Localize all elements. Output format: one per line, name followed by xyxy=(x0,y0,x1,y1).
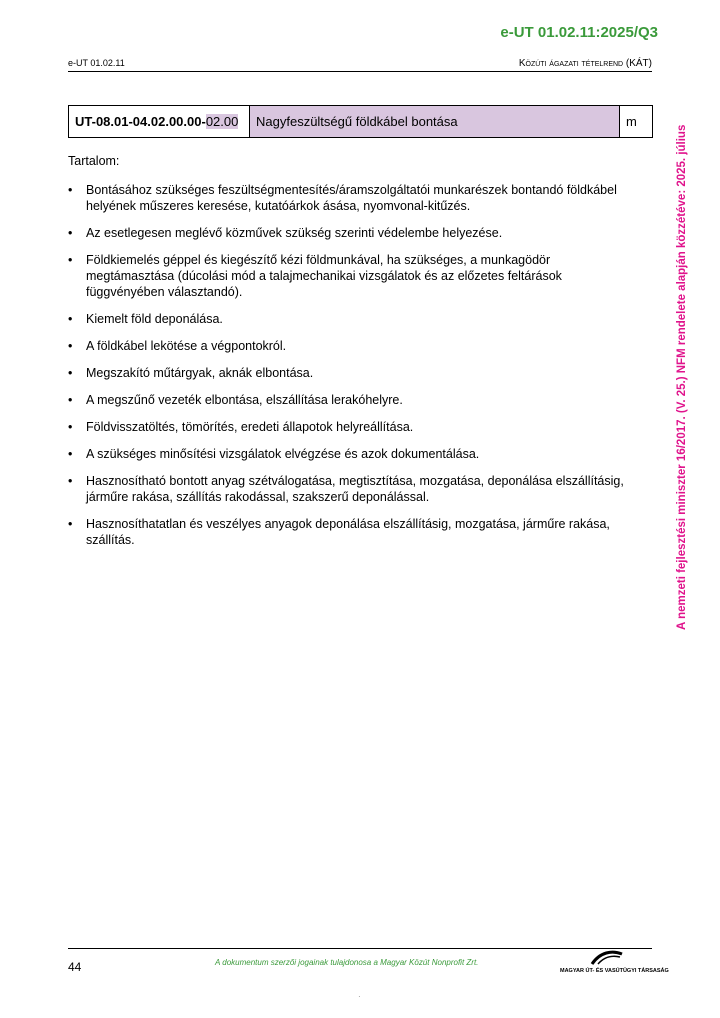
running-header xyxy=(68,58,652,72)
list-item: • A földkábel lekötése a végpontokról. xyxy=(68,338,628,354)
item-unit-cell: m xyxy=(620,106,653,138)
page-number: 44 xyxy=(68,960,82,974)
list-item: • Bontásához szükséges feszültségmentesítés/áramszolgáltatói munkarészek bontandó földkábel helyének műszeres keresése, kutatóárkok ásása, nyomvonal-kitűzés. xyxy=(68,182,628,214)
item-header-table xyxy=(68,105,653,138)
copyright-notice: A dokumentum szerzői jogainak tulajdonosa a Magyar Közút Nonprofit Zrt. xyxy=(215,958,479,967)
content-label: Tartalom: xyxy=(68,154,120,168)
document-code: e-UT 01.02.11:2025/Q3 xyxy=(500,24,658,41)
list-item: • Megszakító műtárgyak, aknák elbontása. xyxy=(68,365,628,381)
item-name-cell: Nagyfeszültségű földkábel bontása xyxy=(250,106,620,138)
list-item: • A megszűnő vezeték elbontása, elszállítása lerakóhelyre. xyxy=(68,392,628,408)
list-item: • Hasznosítható bontott anyag szétválogatása, megtisztítása, mozgatása, deponálása elszállításig, járműre rakása, szállítás rakodással, szakszerű deponálással. xyxy=(68,473,628,505)
list-item: • Földkiemelés géppel és kiegészítő kézi földmunkával, ha szükséges, a munkagödör megtámasztása (dúcolási mód a talajmechanikai vizsgálatok és az előzetes feltárások függvényében választandó). xyxy=(68,252,628,300)
road-swoosh-logo-icon xyxy=(590,950,624,966)
company-logo xyxy=(560,950,669,974)
list-item: • Földvisszatöltés, tömörítés, eredeti állapotok helyreállítása. xyxy=(68,419,628,435)
item-header-row xyxy=(69,106,653,138)
header-left-code: e-UT 01.02.11 xyxy=(68,58,125,68)
list-item: • Az esetlegesen meglévő közművek szükség szerinti védelembe helyezése. xyxy=(68,225,628,241)
list-item: • Hasznosíthatatlan és veszélyes anyagok deponálása elszállításig, mozgatása, járműre rakása, szállítás. xyxy=(68,516,628,548)
content-section xyxy=(68,154,628,559)
item-code-cell xyxy=(69,106,250,138)
item-code-highlight: 02.00 xyxy=(205,114,239,129)
list-item: • A szükséges minősítési vizsgálatok elvégzése és azok dokumentálása. xyxy=(68,446,628,462)
publication-side-note: A nemzeti fejlesztési miniszter 16/2017. (V. 25.) NFM rendelete alapján közzétéve: 2025. július xyxy=(676,124,688,630)
header-right-title: Közúti ágazati tételrend (KÁT) xyxy=(518,58,652,69)
content-bullet-list xyxy=(68,182,628,548)
logo-text: MAGYAR ÚT- ÉS VASÚTÜGYI TÁRSASÁG xyxy=(560,968,669,974)
footer-dot: · xyxy=(358,992,361,1001)
footer-divider xyxy=(68,948,652,949)
list-item: • Kiemelt föld deponálása. xyxy=(68,311,628,327)
item-code-main: UT-08.01-04.02.00.00- xyxy=(75,114,206,129)
